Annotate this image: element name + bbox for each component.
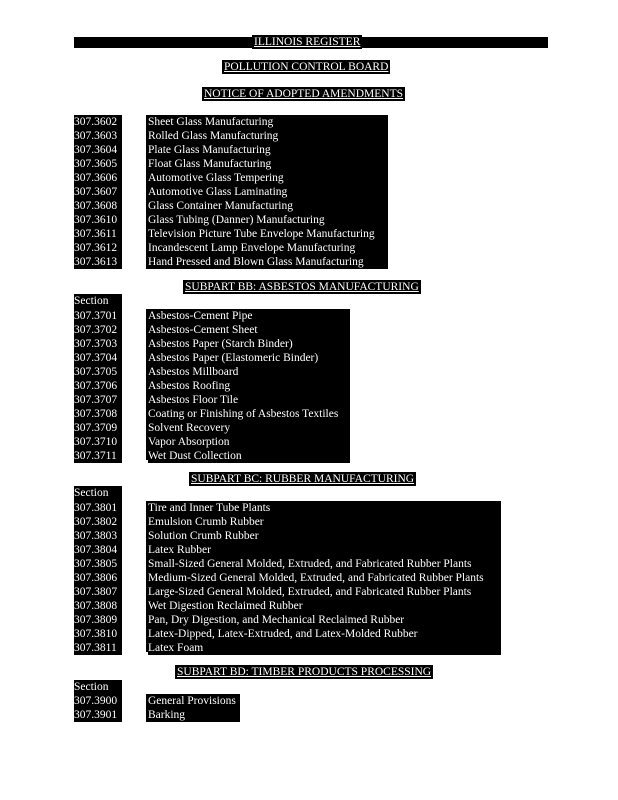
section-title: Asbestos-Cement Pipe bbox=[148, 309, 350, 323]
section-number: 307.3706 bbox=[74, 379, 122, 393]
section-number: 307.3702 bbox=[74, 323, 122, 337]
section-number: 307.3612 bbox=[74, 241, 122, 255]
section-title: Emulsion Crumb Rubber bbox=[148, 515, 501, 529]
section-title: Latex-Dipped, Latex-Extruded, and Latex-Molded Rubber bbox=[148, 627, 501, 641]
section-number: 307.3710 bbox=[74, 435, 122, 449]
section-number: 307.3705 bbox=[74, 365, 122, 379]
section-number: 307.3808 bbox=[74, 599, 122, 613]
register-title: ILLINOIS REGISTER bbox=[254, 36, 361, 48]
section-title: Solvent Recovery bbox=[148, 421, 350, 435]
section-number: 307.3711 bbox=[74, 449, 122, 463]
section-number: 307.3806 bbox=[74, 571, 122, 585]
section-number: 307.3703 bbox=[74, 337, 122, 351]
section-title: Asbestos Floor Tile bbox=[148, 393, 350, 407]
section-title: Barking bbox=[148, 708, 240, 722]
rubber-heading: SUBPART BC: RUBBER MANUFACTURING bbox=[191, 473, 415, 485]
section-number: 307.3900 bbox=[74, 694, 122, 708]
section-label: Section bbox=[74, 486, 122, 500]
section-title: Asbestos Paper (Elastomeric Binder) bbox=[148, 351, 350, 365]
section-title: Automotive Glass Laminating bbox=[148, 185, 388, 199]
section-title: Pan, Dry Digestion, and Mechanical Reclaimed Rubber bbox=[148, 613, 501, 627]
section-number: 307.3809 bbox=[74, 613, 122, 627]
section-number: 307.3610 bbox=[74, 213, 122, 227]
section-title: Asbestos Millboard bbox=[148, 365, 350, 379]
section-number: 307.3607 bbox=[74, 185, 122, 199]
section-number: 307.3709 bbox=[74, 421, 122, 435]
section-number: 307.3807 bbox=[74, 585, 122, 599]
section-number: 307.3606 bbox=[74, 171, 122, 185]
section-title: Wet Digestion Reclaimed Rubber bbox=[148, 599, 501, 613]
section-title: Glass Container Manufacturing bbox=[148, 199, 388, 213]
section-number: 307.3603 bbox=[74, 129, 122, 143]
section-title: Television Picture Tube Envelope Manufacturing bbox=[148, 227, 388, 241]
section-title: Asbestos-Cement Sheet bbox=[148, 323, 350, 337]
section-number: 307.3611 bbox=[74, 227, 122, 241]
section-number: 307.3810 bbox=[74, 627, 122, 641]
section-title: Small-Sized General Molded, Extruded, and Fabricated Rubber Plants bbox=[148, 557, 501, 571]
section-title: Coating or Finishing of Asbestos Textiles bbox=[148, 407, 350, 421]
section-number: 307.3805 bbox=[74, 557, 122, 571]
section-title: Incandescent Lamp Envelope Manufacturing bbox=[148, 241, 388, 255]
section-number: 307.3608 bbox=[74, 199, 122, 213]
section-title: Plate Glass Manufacturing bbox=[148, 143, 388, 157]
section-title: General Provisions bbox=[148, 694, 240, 708]
section-number: 307.3803 bbox=[74, 529, 122, 543]
notice-title: NOTICE OF ADOPTED AMENDMENTS bbox=[204, 88, 404, 100]
section-title: Latex Foam bbox=[148, 641, 501, 655]
section-number: 307.3811 bbox=[74, 641, 122, 655]
section-number: 307.3801 bbox=[74, 501, 122, 515]
section-title: Sheet Glass Manufacturing bbox=[148, 115, 388, 129]
asbestos-heading: SUBPART BB: ASBESTOS MANUFACTURING bbox=[185, 281, 419, 293]
section-title: Latex Rubber bbox=[148, 543, 501, 557]
section-title: Tire and Inner Tube Plants bbox=[148, 501, 501, 515]
section-title: Wet Dust Collection bbox=[148, 449, 350, 463]
section-title: Hand Pressed and Blown Glass Manufacturing bbox=[148, 255, 388, 269]
section-title: Rolled Glass Manufacturing bbox=[148, 129, 388, 143]
section-number: 307.3613 bbox=[74, 255, 122, 269]
section-number: 307.3707 bbox=[74, 393, 122, 407]
section-title: Float Glass Manufacturing bbox=[148, 157, 388, 171]
section-number: 307.3602 bbox=[74, 115, 122, 129]
section-number: 307.3804 bbox=[74, 543, 122, 557]
section-label: Section bbox=[74, 680, 122, 694]
section-number: 307.3604 bbox=[74, 143, 122, 157]
section-title: Automotive Glass Tempering bbox=[148, 171, 388, 185]
section-title: Asbestos Paper (Starch Binder) bbox=[148, 337, 350, 351]
section-title: Solution Crumb Rubber bbox=[148, 529, 501, 543]
section-number: 307.3708 bbox=[74, 407, 122, 421]
section-number: 307.3802 bbox=[74, 515, 122, 529]
board-title: POLLUTION CONTROL BOARD bbox=[224, 61, 389, 73]
section-title: Vapor Absorption bbox=[148, 435, 350, 449]
section-title: Glass Tubing (Danner) Manufacturing bbox=[148, 213, 388, 227]
section-number: 307.3901 bbox=[74, 708, 122, 722]
section-number: 307.3701 bbox=[74, 309, 122, 323]
section-title: Asbestos Roofing bbox=[148, 379, 350, 393]
section-label: Section bbox=[74, 294, 122, 308]
section-number: 307.3605 bbox=[74, 157, 122, 171]
section-title: Medium-Sized General Molded, Extruded, and Fabricated Rubber Plants bbox=[148, 571, 501, 585]
timber-heading: SUBPART BD: TIMBER PRODUCTS PROCESSING bbox=[177, 666, 432, 678]
section-title: Large-Sized General Molded, Extruded, and Fabricated Rubber Plants bbox=[148, 585, 501, 599]
section-number: 307.3704 bbox=[74, 351, 122, 365]
